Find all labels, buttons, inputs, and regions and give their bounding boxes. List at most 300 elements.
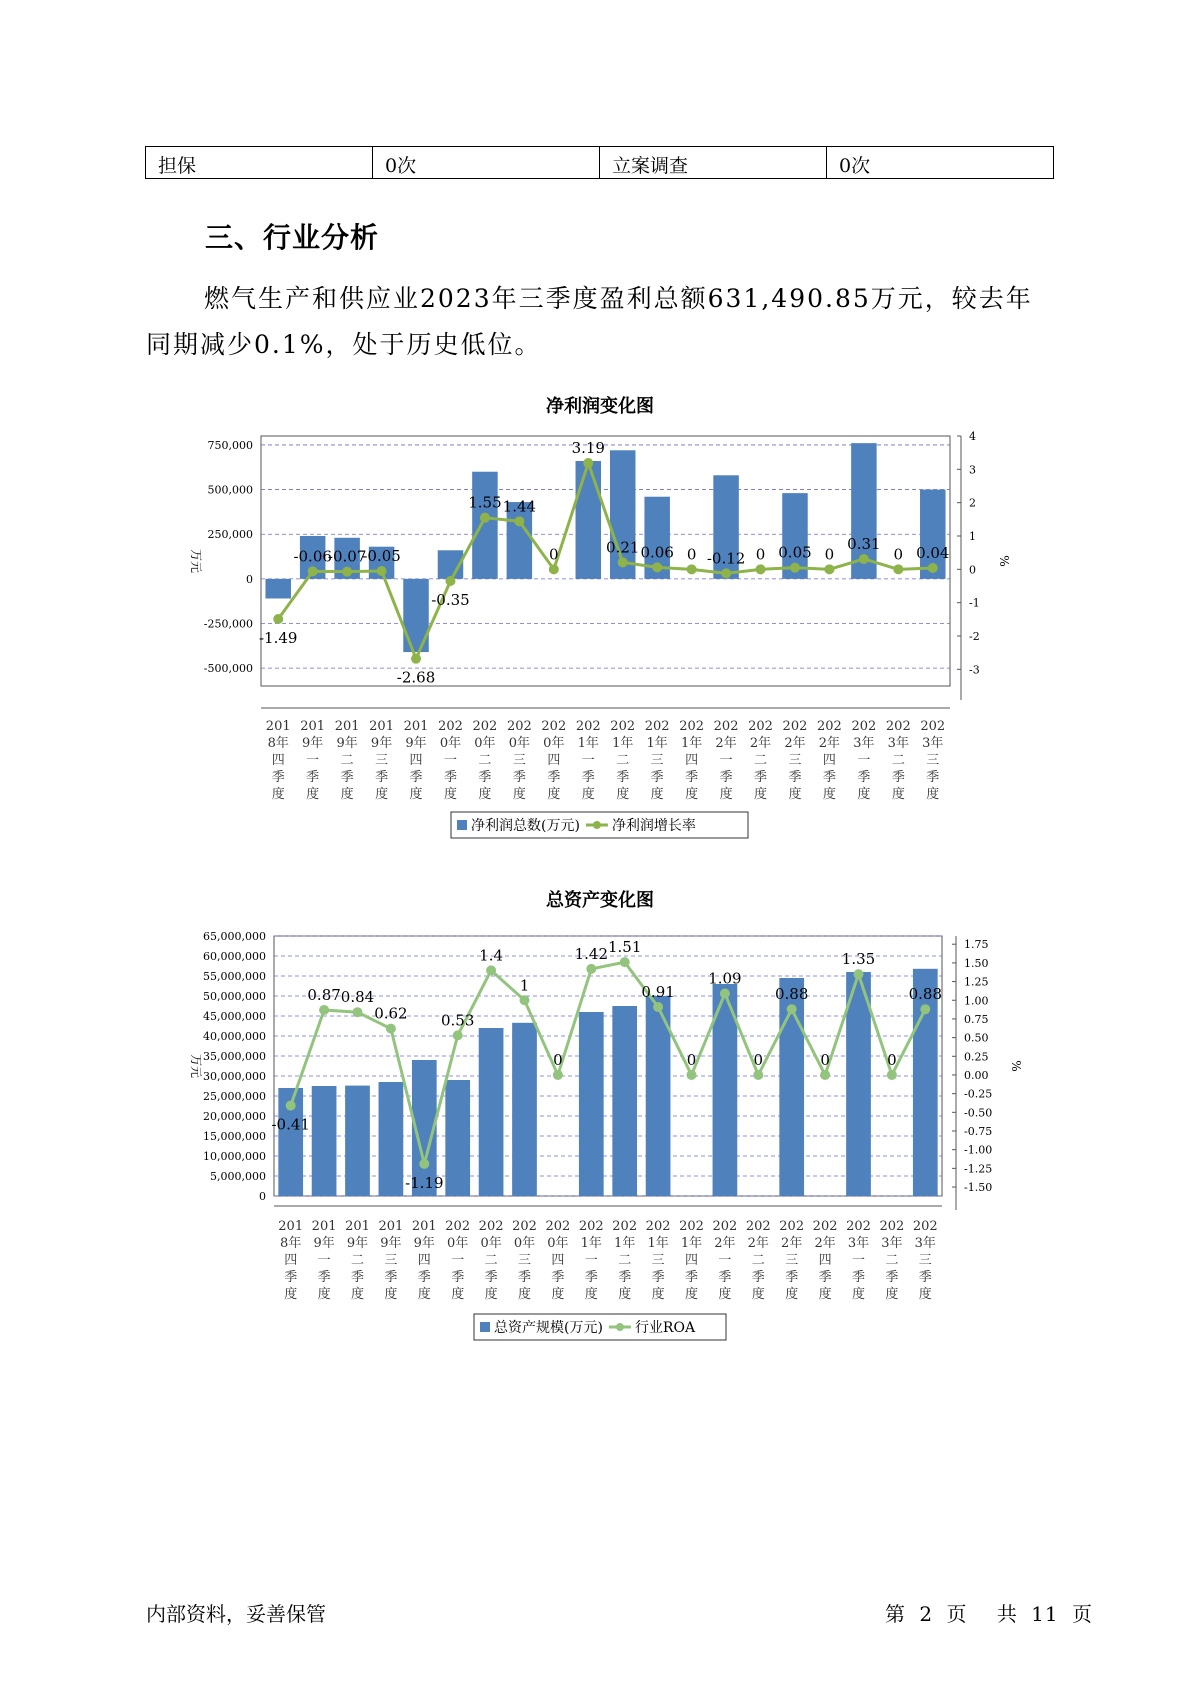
x-tick-label: 四	[547, 753, 561, 768]
x-tick-label: 度	[384, 1287, 398, 1302]
x-tick-label: 201	[403, 719, 429, 734]
x-tick-label: 度	[719, 787, 733, 802]
total-assets-chart	[0, 878, 1191, 1348]
x-tick-label: 二	[618, 1253, 632, 1268]
x-tick-label: 2年	[784, 736, 806, 751]
x-tick-label: 度	[718, 1287, 732, 1302]
x-tick-label: 季	[581, 770, 595, 785]
bar	[846, 972, 871, 1196]
data-label: 1.55	[468, 493, 502, 512]
x-tick-label: 202	[812, 1219, 838, 1234]
x-tick-label: 三	[650, 753, 664, 768]
bar	[445, 1080, 470, 1196]
line-point	[756, 564, 766, 574]
bar	[345, 1086, 370, 1196]
x-tick-label: 一	[584, 1253, 598, 1268]
bar	[312, 1086, 337, 1196]
x-tick-label: 201	[369, 719, 394, 734]
line-point	[520, 995, 530, 1005]
legend-label: 总资产规模(万元)	[494, 1320, 603, 1336]
x-tick-label: 三	[651, 1253, 665, 1268]
x-tick-label: 9年	[302, 736, 324, 751]
x-tick-label: 度	[788, 787, 802, 802]
data-label: 0	[753, 1050, 764, 1069]
x-tick-label: 度	[284, 1287, 298, 1302]
x-tick-label: 季	[918, 1270, 932, 1285]
x-tick-label: 季	[616, 770, 630, 785]
chart-svg	[0, 878, 1191, 1348]
x-tick-label: 度	[478, 787, 492, 802]
x-tick-label: 季	[551, 1270, 565, 1285]
x-tick-label: 季	[484, 1270, 498, 1285]
x-tick-label: 二	[885, 1253, 899, 1268]
y2-tick-label: 1	[969, 530, 976, 543]
x-tick-label: 度	[618, 1287, 632, 1302]
y-tick-label: 60,000,000	[203, 950, 266, 963]
y-tick-label: 0	[259, 1190, 266, 1203]
x-tick-label: 季	[478, 770, 492, 785]
x-tick-label: 1年	[680, 736, 703, 751]
x-tick-label: 1年	[680, 1236, 703, 1251]
x-tick-label: 一	[451, 1253, 465, 1268]
legend-label: 行业ROA	[634, 1320, 696, 1336]
x-tick-label: 季	[451, 1270, 465, 1285]
x-tick-label: 3年	[853, 736, 875, 751]
x-tick-label: 一	[857, 753, 871, 768]
bar	[379, 1082, 404, 1196]
x-tick-label: 202	[438, 719, 463, 734]
x-tick-label: 季	[384, 1270, 398, 1285]
x-tick-label: 度	[350, 1287, 365, 1302]
y-tick-label: 0	[246, 572, 253, 586]
x-tick-label: 季	[409, 770, 423, 785]
x-tick-label: 202	[679, 1219, 704, 1234]
data-label: -0.05	[362, 547, 401, 565]
x-tick-label: 季	[788, 770, 802, 785]
x-tick-label: 度	[584, 1287, 598, 1302]
x-tick-label: 度	[851, 1287, 866, 1302]
line-point	[893, 564, 903, 574]
total-number: 11	[1031, 1602, 1059, 1626]
x-tick-label: 202	[748, 719, 773, 734]
line-point	[854, 969, 864, 979]
y2-tick-label: 0.75	[964, 1012, 989, 1026]
x-tick-label: 度	[375, 787, 389, 802]
x-tick-label: 度	[818, 1287, 832, 1302]
x-tick-label: 季	[284, 1270, 298, 1285]
line-point	[920, 1004, 930, 1014]
x-tick-label: 0年	[474, 736, 496, 751]
data-label: 0	[824, 545, 835, 564]
x-tick-label: 201	[334, 719, 360, 734]
y2-tick-label: -0.50	[964, 1106, 993, 1120]
x-tick-label: 一	[719, 753, 733, 768]
x-tick-label: 1年	[646, 736, 668, 751]
line-point	[687, 1070, 697, 1080]
x-tick-label: 三	[918, 1253, 932, 1268]
x-tick-label: 度	[451, 1287, 465, 1302]
table-cell: 立案调查	[600, 147, 827, 179]
table-row	[146, 147, 1054, 179]
y-tick-label: 35,000,000	[203, 1050, 266, 1063]
x-tick-label: 三	[926, 753, 940, 768]
x-tick-label: 度	[885, 1287, 899, 1302]
x-tick-label: 二	[616, 753, 630, 768]
y-tick-label: 5,000,000	[210, 1170, 266, 1183]
x-tick-label: 度	[857, 787, 871, 802]
data-label: 0	[553, 1050, 563, 1069]
x-tick-label: 季	[618, 1270, 632, 1285]
y-tick-label: 40,000,000	[203, 1030, 266, 1043]
x-tick-label: 一	[581, 753, 595, 768]
y2-tick-label: -3	[969, 663, 980, 677]
x-tick-label: 四	[284, 1253, 298, 1268]
x-tick-label: 202	[478, 1219, 504, 1234]
data-label: -1.49	[258, 629, 298, 647]
y2-tick-label: -2	[969, 630, 980, 643]
page-unit: 页	[946, 1602, 968, 1626]
x-tick-label: 8年	[280, 1236, 302, 1251]
x-tick-label: 四	[271, 753, 285, 768]
x-tick-label: 一	[718, 1253, 732, 1268]
data-label: 0	[686, 545, 697, 564]
x-tick-label: 度	[785, 1287, 799, 1302]
data-label: -2.68	[396, 668, 436, 687]
x-tick-label: 2年	[818, 736, 841, 751]
x-tick-label: 度	[822, 787, 836, 802]
x-tick-label: 202	[846, 1219, 871, 1234]
legend-bar-swatch	[480, 1322, 490, 1332]
x-tick-label: 度	[306, 787, 320, 802]
page-prefix: 第	[885, 1602, 906, 1626]
line-point	[445, 576, 455, 586]
x-tick-label: 度	[651, 1287, 665, 1302]
table-cell: 担保	[146, 147, 373, 179]
x-tick-label: 201	[265, 719, 291, 734]
line-point	[824, 564, 834, 574]
x-tick-label: 202	[644, 719, 670, 734]
x-tick-label: 度	[926, 787, 940, 802]
bar	[612, 1006, 637, 1196]
x-tick-label: 一	[443, 753, 457, 768]
x-tick-label: 季	[684, 1270, 699, 1285]
x-tick-label: 度	[417, 1287, 431, 1302]
x-tick-label: 四	[684, 1253, 699, 1268]
x-tick-label: 度	[340, 787, 354, 802]
y2-tick-label: -1.25	[964, 1162, 993, 1176]
x-tick-label: 9年	[405, 736, 427, 751]
x-tick-label: 0年	[439, 736, 462, 751]
x-tick-label: 9年	[336, 736, 358, 751]
x-tick-label: 一	[851, 1253, 866, 1268]
data-label: 0.04	[916, 544, 950, 562]
line-point	[453, 1030, 463, 1040]
x-tick-label: 度	[317, 1287, 331, 1302]
x-tick-label: 三	[512, 753, 526, 768]
data-label: 3.19	[571, 439, 605, 457]
x-tick-label: 季	[340, 770, 354, 785]
y-tick-label: 45,000,000	[203, 1010, 266, 1023]
bar	[472, 472, 497, 579]
x-tick-label: 1年	[647, 1236, 669, 1251]
data-label: 0.91	[641, 982, 675, 1001]
x-tick-label: 季	[417, 1270, 431, 1285]
x-tick-label: 202	[610, 719, 636, 734]
x-tick-label: 度	[918, 1287, 932, 1302]
x-tick-label: 三	[788, 753, 802, 768]
x-tick-label: 202	[745, 1219, 771, 1234]
x-tick-label: 202	[782, 719, 808, 734]
data-label: 1	[519, 976, 530, 995]
x-tick-label: 1年	[580, 1236, 602, 1251]
x-tick-label: 度	[891, 787, 905, 802]
y2-tick-label: -1.50	[964, 1181, 993, 1195]
line-point	[353, 1007, 363, 1017]
y2-tick-label: 2	[969, 496, 976, 510]
data-label: 0	[893, 545, 904, 564]
x-tick-label: 季	[891, 770, 905, 785]
x-tick-label: 2年	[714, 1236, 736, 1251]
x-tick-label: 度	[517, 1287, 532, 1302]
x-tick-label: 度	[443, 787, 457, 802]
x-tick-label: 202	[851, 719, 877, 734]
x-tick-label: 0年	[547, 1236, 569, 1251]
x-tick-label: 202	[920, 719, 946, 734]
y-tick-label: 50,000,000	[203, 990, 266, 1003]
x-tick-label: 0年	[480, 1236, 502, 1251]
x-tick-label: 四	[685, 753, 699, 768]
data-label: 0.88	[908, 985, 943, 1004]
data-label: 0	[755, 545, 766, 564]
y-tick-label: -500,000	[203, 662, 253, 676]
x-tick-label: 0年	[508, 736, 531, 751]
line-point	[549, 564, 559, 574]
y2-tick-label: 4	[969, 430, 976, 443]
data-label: 1.4	[479, 946, 504, 965]
x-tick-label: 季	[785, 1270, 799, 1285]
y-tick-label: 750,000	[207, 438, 253, 452]
data-label: 1.35	[841, 950, 876, 969]
x-tick-label: 2年	[749, 736, 772, 751]
x-tick-label: 度	[484, 1287, 498, 1302]
data-label: 0.53	[440, 1011, 475, 1030]
x-tick-label: 四	[409, 753, 423, 768]
y-tick-label: 55,000,000	[203, 970, 266, 983]
y2-tick-label: 0	[969, 563, 976, 577]
x-tick-label: 季	[517, 1270, 532, 1285]
x-tick-label: 三	[375, 753, 389, 768]
bar	[576, 461, 601, 579]
line-point	[787, 1004, 797, 1014]
x-tick-label: 二	[478, 753, 492, 768]
x-tick-label: 季	[857, 770, 871, 785]
x-tick-label: 度	[551, 1287, 565, 1302]
y-tick-label: -250,000	[203, 617, 253, 631]
x-tick-label: 季	[719, 770, 733, 785]
chart-svg	[0, 380, 1191, 840]
line-point	[720, 989, 730, 999]
x-tick-label: 9年	[380, 1236, 402, 1251]
x-tick-label: 202	[512, 1219, 537, 1234]
x-tick-label: 季	[443, 770, 457, 785]
x-tick-label: 度	[685, 787, 699, 802]
x-tick-label: 季	[512, 770, 526, 785]
x-tick-label: 9年	[346, 1236, 369, 1251]
x-tick-label: 1年	[577, 736, 599, 751]
x-tick-label: 三	[517, 1253, 532, 1268]
legend-bar-swatch	[457, 820, 467, 830]
y-tick-label: 25,000,000	[203, 1090, 266, 1103]
line-point	[753, 1070, 763, 1080]
data-label: 0.88	[774, 985, 809, 1004]
y2-tick-label: 1.25	[964, 975, 989, 989]
x-tick-label: 202	[445, 1219, 471, 1234]
x-tick-label: 度	[512, 787, 526, 802]
bar	[579, 1012, 604, 1196]
x-tick-label: 季	[584, 1270, 598, 1285]
y2-tick-label: -1.00	[964, 1143, 993, 1157]
legend-line-marker	[593, 821, 601, 829]
x-tick-label: 度	[271, 787, 285, 802]
chart-title: 净利润变化图	[546, 396, 654, 417]
data-label: 0	[820, 1050, 830, 1069]
data-label: -1.19	[405, 1173, 444, 1192]
total-prefix: 共	[996, 1602, 1018, 1626]
x-tick-label: 202	[541, 719, 567, 734]
x-tick-label: 度	[754, 787, 768, 802]
section-title: 三、行业分析	[205, 221, 380, 254]
line-point	[653, 1002, 663, 1012]
data-label: 0	[686, 1050, 697, 1069]
line-point	[687, 564, 697, 574]
y2-tick-label: 1.50	[964, 956, 989, 970]
y-tick-label: 250,000	[207, 528, 253, 542]
x-tick-label: 度	[581, 787, 595, 802]
y2-tick-label: 0.00	[964, 1068, 989, 1082]
data-label: 1.51	[607, 938, 642, 957]
data-label: 0.84	[340, 988, 375, 1007]
x-tick-label: 2年	[747, 1236, 769, 1251]
y2-tick-label: -1	[969, 596, 980, 610]
data-label: 1.44	[502, 497, 537, 516]
line-point	[480, 513, 490, 523]
net-profit-chart	[0, 380, 1191, 840]
x-tick-label: 201	[311, 1219, 337, 1234]
x-tick-label: 三	[785, 1253, 799, 1268]
x-tick-label: 202	[645, 1219, 671, 1234]
y2-tick-label: 0.25	[964, 1050, 989, 1064]
total-unit: 页	[1071, 1602, 1093, 1626]
y2-tick-label: 1.00	[964, 994, 989, 1008]
line-point	[859, 554, 869, 564]
x-tick-label: 季	[306, 770, 320, 785]
x-tick-label: 四	[417, 1253, 431, 1268]
chart-title: 总资产变化图	[546, 890, 654, 911]
x-tick-label: 季	[751, 1270, 765, 1285]
x-tick-label: 201	[278, 1219, 304, 1234]
legend-label: 净利润总数(万元)	[471, 818, 580, 834]
table-cell: 0次	[827, 147, 1054, 179]
x-tick-label: 二	[340, 753, 354, 768]
line-point	[419, 1159, 429, 1169]
info-table	[145, 146, 1054, 179]
line-point	[342, 567, 352, 577]
y-tick-label: 15,000,000	[203, 1130, 266, 1143]
x-tick-label: 三	[384, 1253, 398, 1268]
y-axis-label: 万元	[189, 1053, 203, 1079]
x-tick-label: 202	[545, 1219, 571, 1234]
x-tick-label: 一	[317, 1253, 331, 1268]
x-tick-label: 季	[375, 770, 389, 785]
x-tick-label: 0年	[513, 1236, 536, 1251]
bar	[512, 1023, 537, 1196]
x-tick-label: 季	[818, 1270, 832, 1285]
x-tick-label: 202	[506, 719, 532, 734]
data-label: 0	[887, 1050, 897, 1069]
x-tick-label: 季	[271, 770, 285, 785]
analysis-paragraph: 燃气生产和供应业2023年三季度盈利总额631,490.85万元，较去年同期减少0.1%，处于历史低位。	[146, 284, 1033, 359]
data-label: 0.21	[606, 538, 640, 557]
y2-tick-label: 1.75	[964, 938, 989, 952]
data-label: 0.06	[640, 543, 674, 562]
line-point	[820, 1070, 830, 1080]
x-tick-label: 二	[891, 753, 905, 768]
y2-axis-label: %	[1009, 1060, 1023, 1072]
line-point	[286, 1101, 296, 1111]
bar	[265, 579, 290, 599]
data-label: 0	[549, 545, 559, 564]
x-tick-label: 2年	[715, 736, 737, 751]
x-tick-label: 季	[651, 1270, 665, 1285]
table-cell: 0次	[373, 147, 600, 179]
x-tick-label: 202	[817, 719, 842, 734]
x-tick-label: 202	[472, 719, 498, 734]
x-tick-label: 2年	[781, 1236, 803, 1251]
data-label: 1.09	[708, 969, 742, 988]
data-label: 0.31	[847, 535, 881, 553]
x-tick-label: 二	[751, 1253, 765, 1268]
x-tick-label: 季	[754, 770, 768, 785]
x-tick-label: 四	[551, 1253, 565, 1268]
y-tick-label: 10,000,000	[203, 1150, 266, 1163]
x-tick-label: 1年	[612, 736, 634, 751]
x-tick-label: 度	[751, 1287, 765, 1302]
x-tick-label: 季	[650, 770, 664, 785]
x-tick-label: 201	[411, 1219, 437, 1234]
x-tick-label: 度	[547, 787, 561, 802]
x-tick-label: 度	[409, 787, 423, 802]
line-point	[553, 1070, 563, 1080]
data-label: -0.12	[706, 549, 746, 568]
line-point	[618, 557, 628, 567]
footer-confidential: 内部资料，妥善保管	[146, 1602, 326, 1626]
x-tick-label: 四	[822, 753, 836, 768]
x-tick-label: 202	[578, 1219, 604, 1234]
x-tick-label: 202	[912, 1219, 938, 1234]
line-point	[514, 516, 524, 526]
bar	[479, 1028, 504, 1196]
line-point	[620, 957, 630, 967]
x-tick-label: 202	[575, 719, 601, 734]
x-tick-label: 3年	[922, 736, 944, 751]
data-label: 0.62	[374, 1004, 408, 1023]
legend-label: 净利润增长率	[611, 818, 696, 834]
x-tick-label: 0年	[543, 736, 565, 751]
y-tick-label: 30,000,000	[203, 1070, 266, 1083]
x-tick-label: 3年	[887, 736, 909, 751]
y-axis-label: 万元	[189, 548, 203, 574]
x-tick-label: 9年	[313, 1236, 335, 1251]
